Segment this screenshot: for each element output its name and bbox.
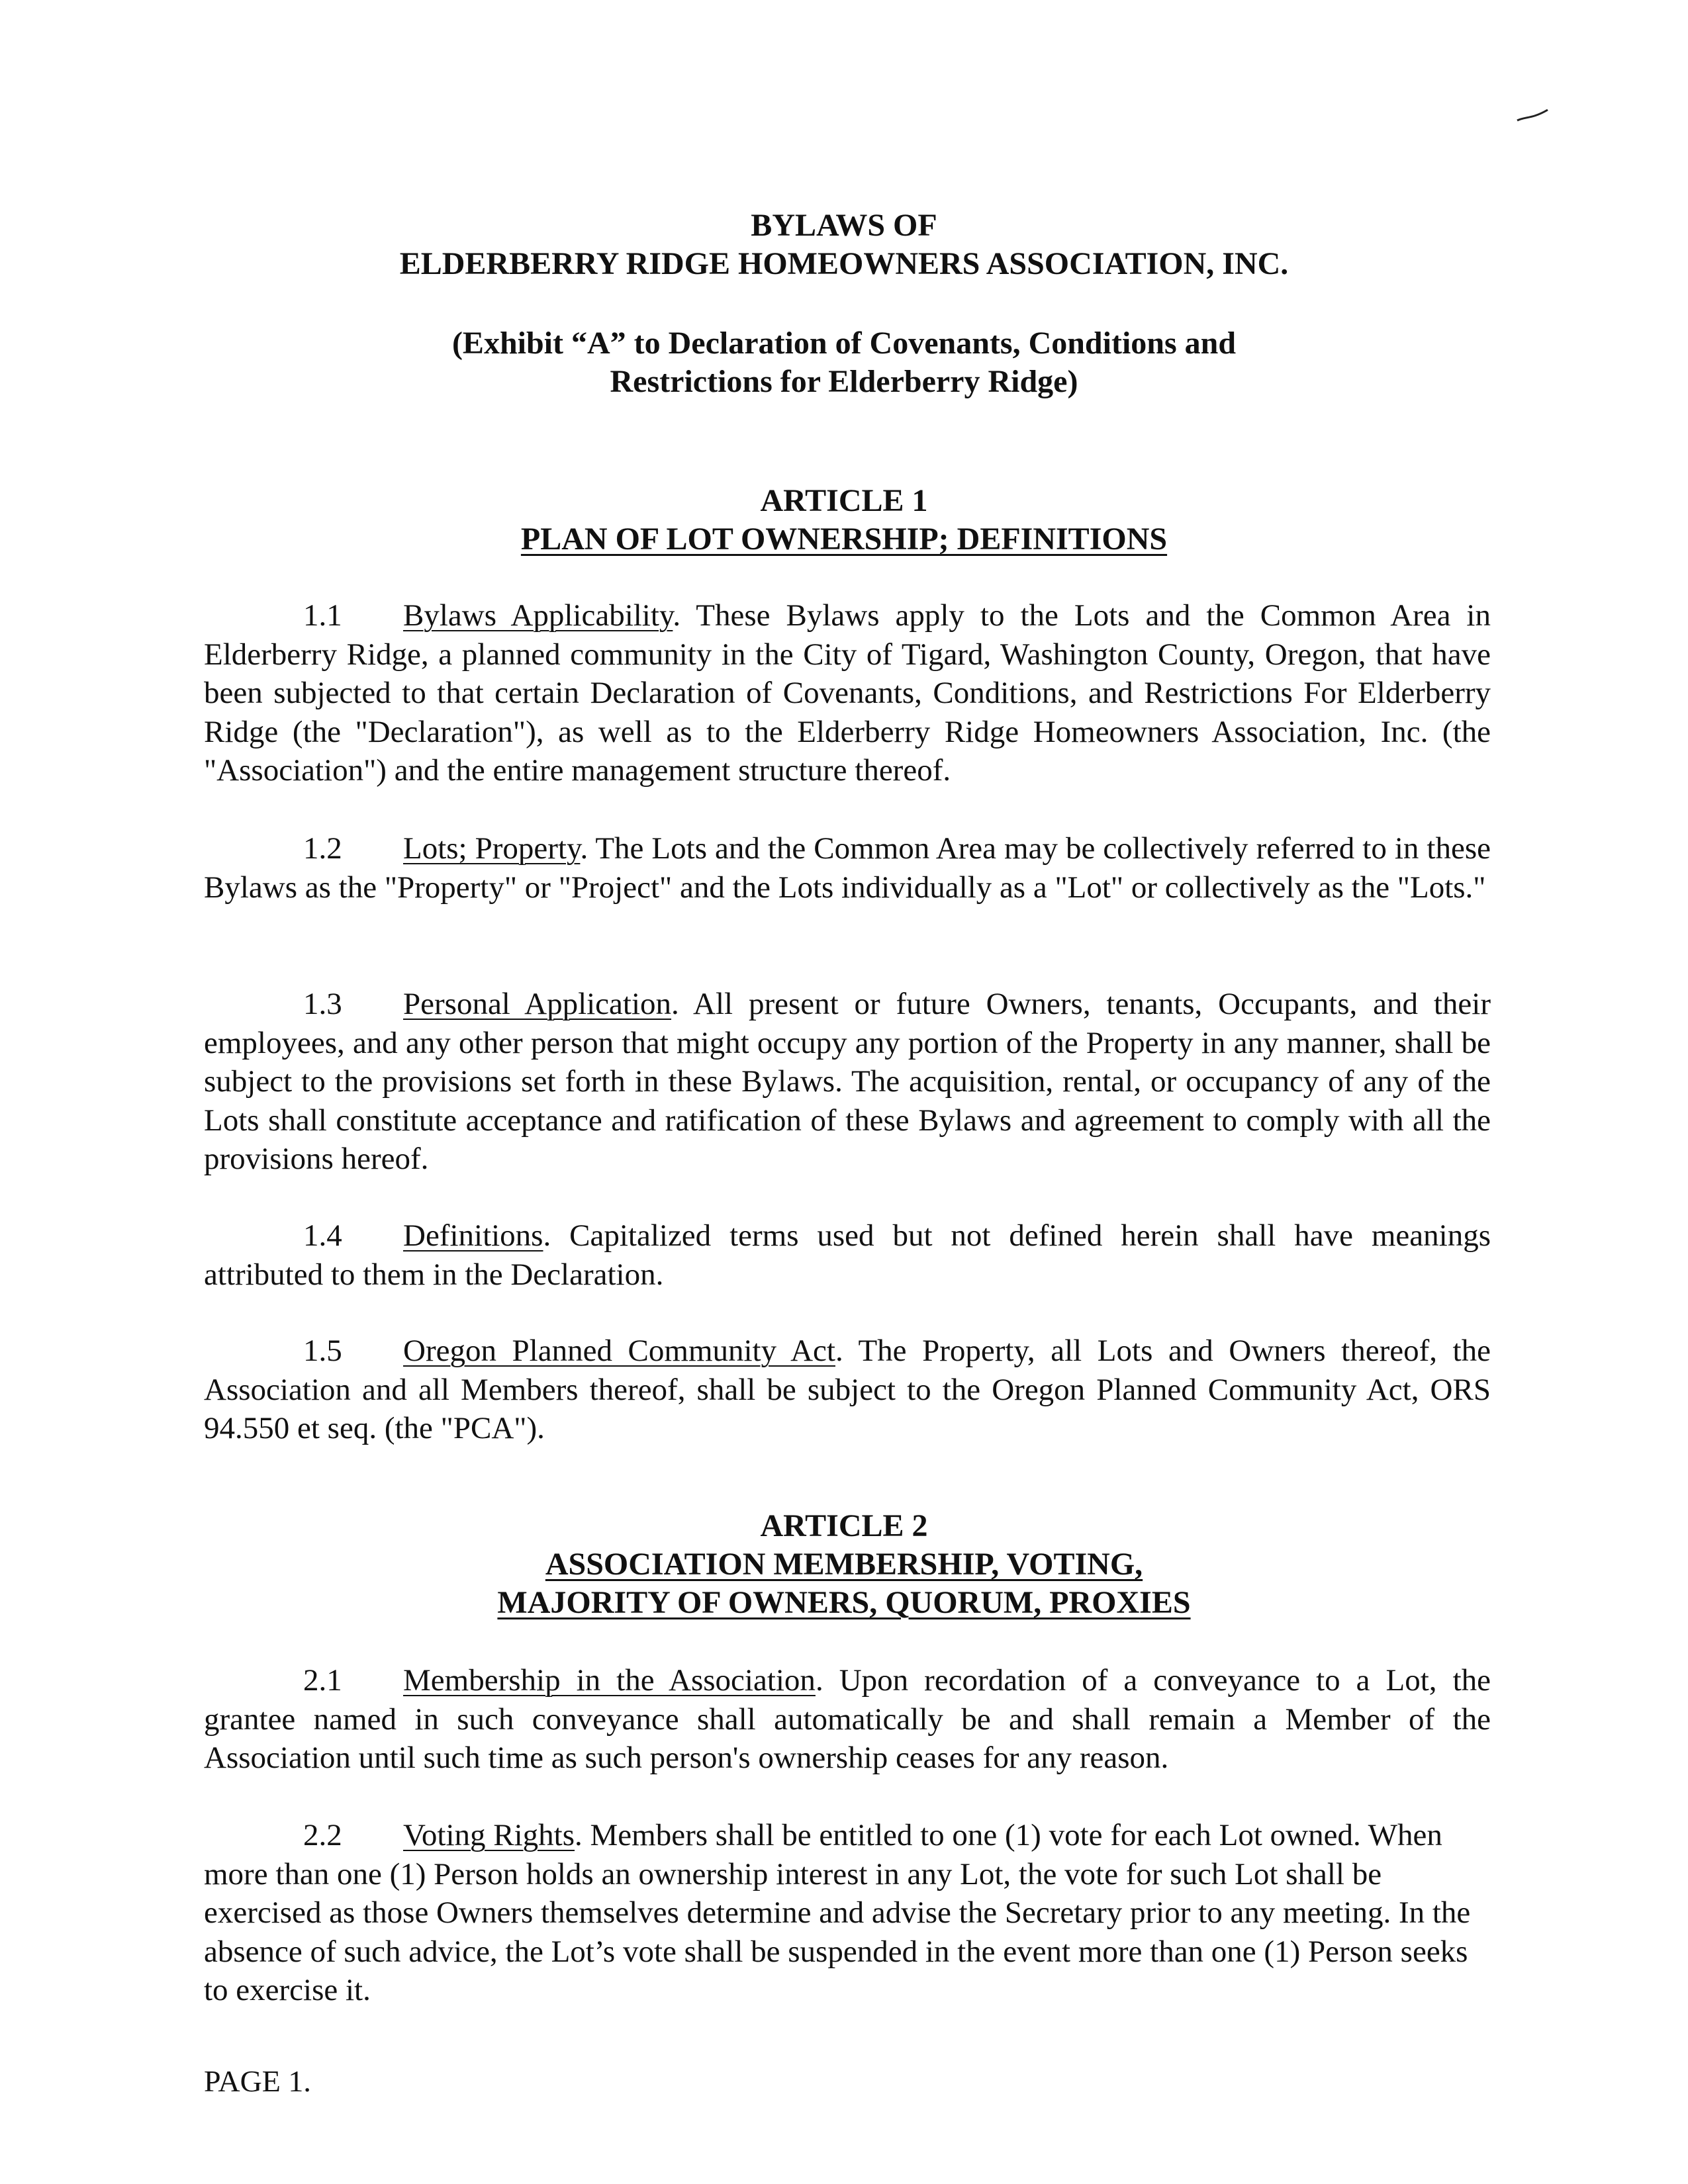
article-1-title: PLAN OF LOT OWNERSHIP; DEFINITIONS — [520, 522, 1168, 557]
section-1-2 — [204, 829, 1491, 907]
section-heading: Personal Application — [403, 987, 672, 1021]
section-text: . Upon recordation of a conveyance to a Lot, the grantee named in such conveyance shall automatically be and shall remain a Member of the Association until such time as such person's ownership ceases for any reason. — [204, 1663, 1491, 1775]
section-number: 1.5 — [303, 1334, 342, 1368]
article-1-number: ARTICLE 1 — [760, 483, 928, 518]
article-2-title-1: ASSOCIATION MEMBERSHIP, VOTING, — [545, 1547, 1143, 1582]
section-number: 1.1 — [303, 598, 342, 633]
section-number: 1.4 — [303, 1218, 342, 1253]
document-title — [0, 206, 1688, 283]
section-heading: Bylaws Applicability — [403, 598, 673, 633]
section-text: . The Property, all Lots and Owners thereof, the Association and all Members thereof, shall be subject to the Oregon Planned Community Act, ORS 94.550 et seq. (the "PCA"). — [204, 1334, 1491, 1445]
article-2-heading — [0, 1507, 1688, 1622]
section-heading: Oregon Planned Community Act — [403, 1334, 835, 1368]
section-heading: Definitions — [403, 1218, 543, 1253]
section-heading: Voting Rights — [403, 1818, 575, 1852]
section-2-1 — [204, 1661, 1491, 1778]
section-number: 2.1 — [303, 1663, 342, 1698]
section-text: . Members shall be entitled to one (1) vote for each Lot owned. When more than one (1) Person holds an ownership interest in any Lot, the vote for such Lot shall be exercised as those Owners themselves determine and advise the Secretary prior to any meeting. In the absence of such advice, the Lot’s vote shall be suspended in the event more than one (1) Person seeks to exercise it. — [204, 1818, 1471, 2007]
section-text: . All present or future Owners, tenants, Occupants, and their employees, and any other person that might occupy any portion of the Property in any manner, shall be subject to the provisions set forth in these Bylaws. The acquisition, rental, or occupancy of any of the Lots shall constitute acceptance and ratification of these Bylaws and agreement to comply with all the provisions hereof. — [204, 987, 1491, 1176]
section-1-3 — [204, 985, 1491, 1179]
title-line-2: ELDERBERRY RIDGE HOMEOWNERS ASSOCIATION, INC. — [399, 246, 1289, 281]
section-2-2 — [204, 1816, 1491, 2010]
section-1-4 — [204, 1216, 1491, 1294]
section-number: 1.2 — [303, 831, 342, 866]
exhibit-line-2: Restrictions for Elderberry Ridge) — [610, 364, 1078, 399]
section-text: . Capitalized terms used but not defined herein shall have meanings attributed to them in the Declaration. — [204, 1218, 1491, 1292]
section-heading: Lots; Property — [403, 831, 581, 866]
section-1-5 — [204, 1332, 1491, 1448]
section-number: 1.3 — [303, 987, 342, 1021]
section-text: . These Bylaws apply to the Lots and the Common Area in Elderberry Ridge, a planned community in the City of Tigard, Washington County, Oregon, that have been subjected to that certain Declaration of Covenants, Conditions, and Restrictions For Elderberry Ridge (the "Declaration"), as well as to the Elderberry Ridge Homeowners Association, Inc. (the "Association") and the entire management structure thereof. — [204, 598, 1491, 788]
pen-mark — [1516, 106, 1549, 126]
article-2-number: ARTICLE 2 — [760, 1508, 928, 1543]
page-number: PAGE 1. — [204, 2064, 311, 2098]
exhibit-subtitle — [0, 324, 1688, 401]
section-heading: Membership in the Association — [403, 1663, 816, 1698]
section-1-1 — [204, 596, 1491, 790]
article-2-title-2: MAJORITY OF OWNERS, QUORUM, PROXIES — [497, 1585, 1191, 1620]
section-text: . The Lots and the Common Area may be collectively referred to in these Bylaws as the "Property" or "Project" and the Lots individually as a "Lot" or collectively as the "Lots." — [204, 831, 1491, 905]
title-line-1: BYLAWS OF — [751, 208, 937, 243]
section-number: 2.2 — [303, 1818, 342, 1852]
article-1-heading — [0, 482, 1688, 559]
exhibit-line-1: (Exhibit “A” to Declaration of Covenants, Conditions and — [451, 326, 1237, 361]
